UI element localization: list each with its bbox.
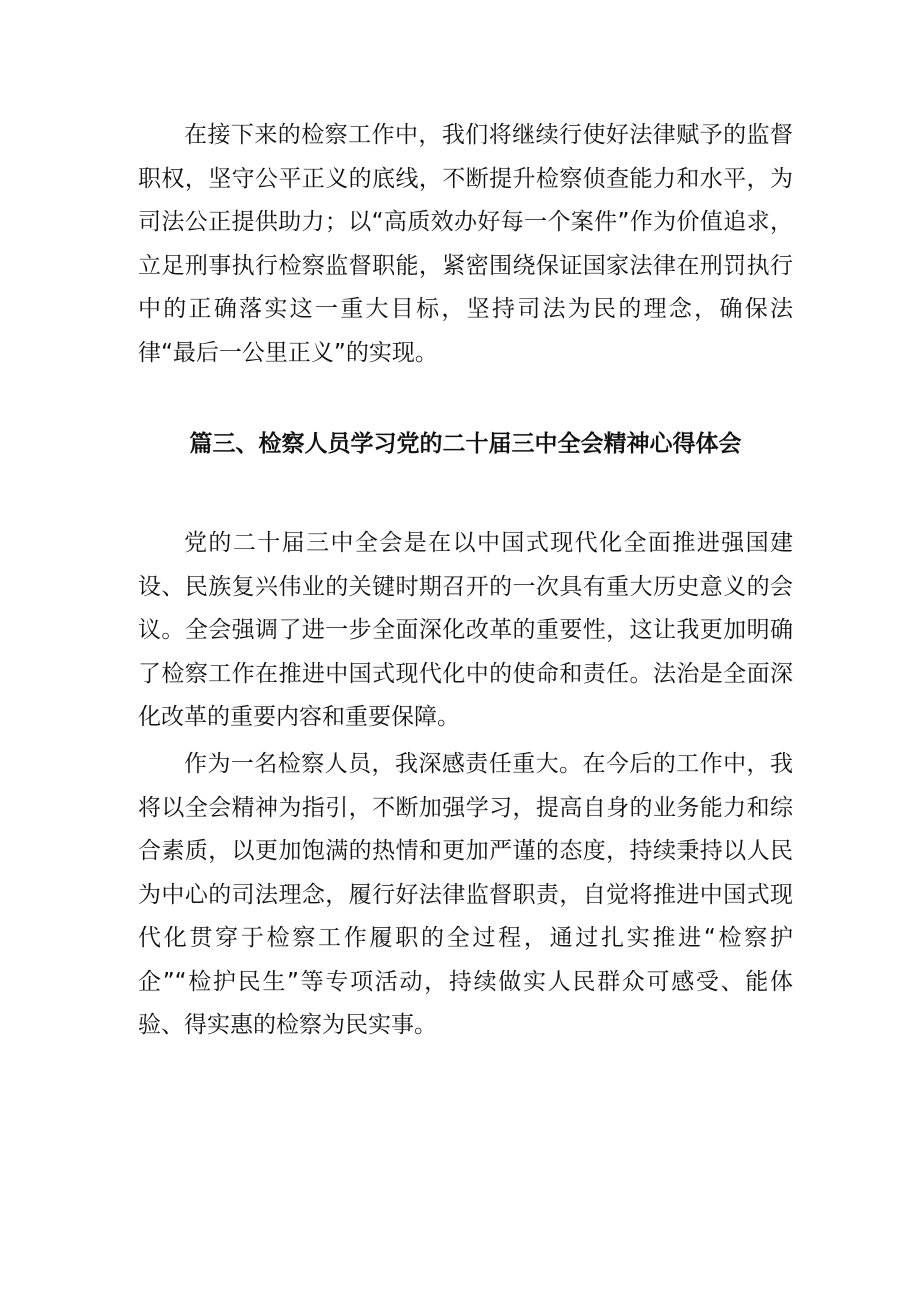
paragraph-2: 党的二十届三中全会是在以中国式现代化全面推进强国建设、民族复兴伟业的关键时期召开的一次具有重大历史意义的会议。全会强调了进一步全面深化改革的重要性，这让我更加明确了检察工作在推进中国式现代化中的使命和责任。法治是全面深化改革的重要内容和重要保障。 xyxy=(138,530,793,730)
paragraph-1: 在接下来的检察工作中，我们将继续行使好法律赋予的监督职权，坚守公平正义的底线，不断提升检察侦查能力和水平，为司法公正提供助力；以“高质效办好每一个案件”作为价值追求，立足刑事执行检察监督职能，紧密围绕保证国家法律在刑罚执行中的正确落实这一重大目标，坚持司法为民的理念，确保法律“最后一公里正义”的实现。 xyxy=(138,122,793,366)
section-title: 篇三、检察人员学习党的二十届三中全会精神心得体会 xyxy=(189,431,742,457)
paragraph-3: 作为一名检察人员，我深感责任重大。在今后的工作中，我将以全会精神为指引，不断加强学习，提高自身的业务能力和综合素质，以更加饱满的热情和更加严谨的态度，持续秉持以人民为中心的司法理念，履行好法律监督职责，自觉将推进中国式现代化贯穿于检察工作履职的全过程，通过扎实推进“检察护企”“检护民生”等专项活动，持续做实人民群众可感受、能体验、得实惠的检察为民实事。 xyxy=(138,751,793,1038)
